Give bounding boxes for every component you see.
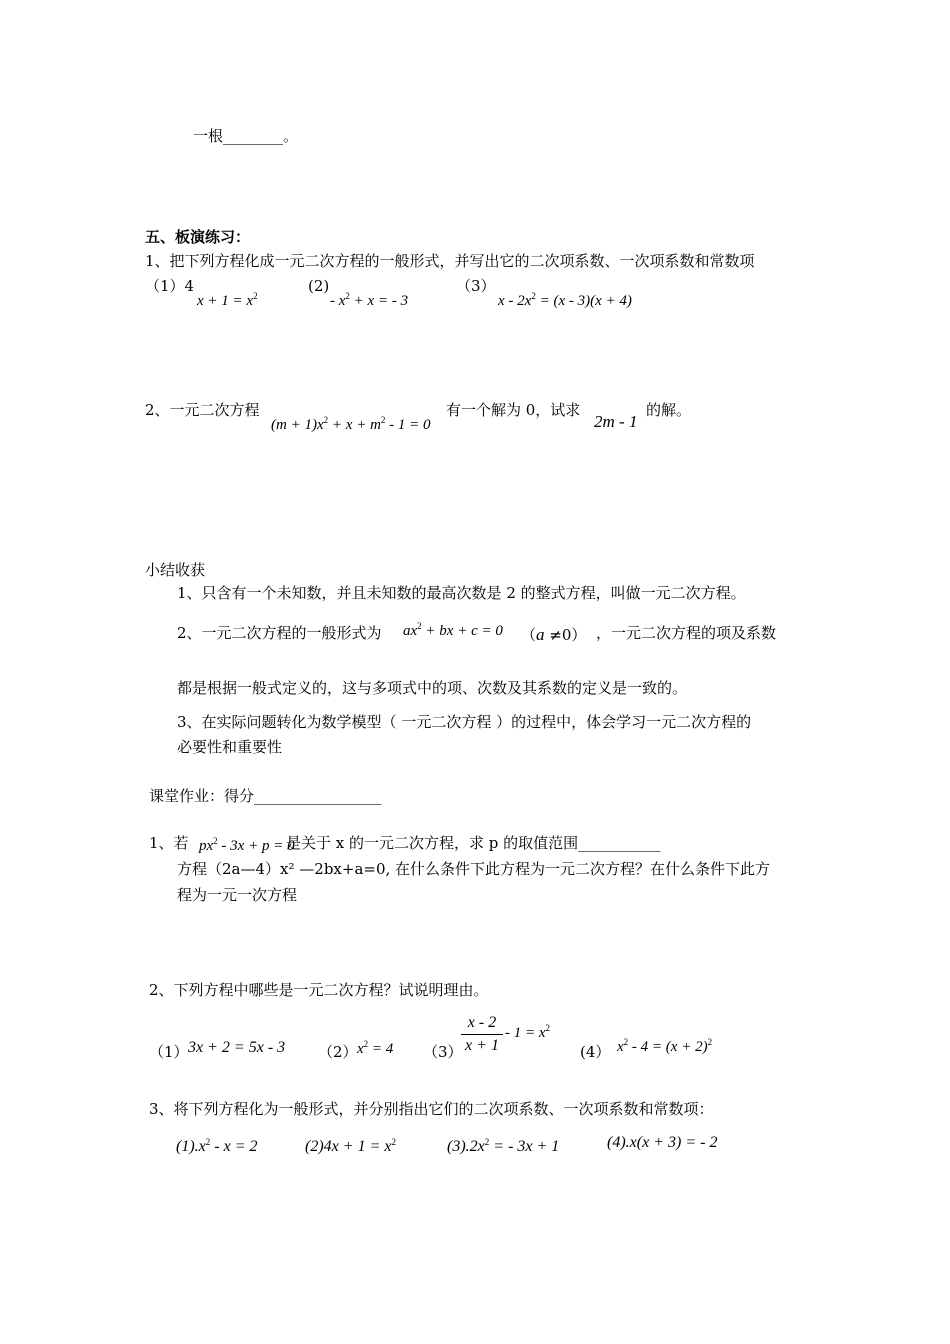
summary-item-1: 1、只含有一个未知数，并且未知数的最高次数是 2 的整式方程，叫做一元二次方程。 [177, 584, 746, 602]
summary-item-3-line1: 3、在实际问题转化为数学模型（ 一元二次方程 ）的过程中，体会学习一元二次方程的 [177, 713, 752, 731]
hw-q3-equation-1: $(1).x^2 - x = 2$ [176, 1137, 258, 1155]
q2-middle: 有一个解为 0，试求 [446, 401, 581, 419]
summary-item-3-line2: 必要性和重要性 [177, 738, 283, 756]
hw-q2: 2、下列方程中哪些是一元二次方程？试说明理由。 [149, 981, 489, 999]
hw-q3-equation-2: $(2)4x + 1 = x^2$ [305, 1137, 396, 1155]
q1-part2-label: (2) [308, 277, 330, 295]
summary-title: 小结收获 [145, 561, 206, 579]
hw-q2-equation-1: 3x + 2 = 5x - 3 [188, 1039, 286, 1056]
section5-question-1: 1、把下列方程化成一元二次方程的一般形式，并写出它的二次项系数、一次项系数和常数项 [145, 252, 755, 270]
hw-q3: 3、将下列方程化为一般形式，并分别指出它们的二次项系数、一次项系数和常数项： [149, 1100, 714, 1118]
hw-q3-equation-3: $(3).2x^2$ = - 3x + 1 [447, 1137, 560, 1155]
q1-part2-equation: - $x^2 + x$ = - 3 [330, 291, 409, 309]
homework-title: 课堂作业：得分_________________ [149, 787, 382, 805]
summary-item-2-equation: $ax^2$ + bx + c = 0 [403, 621, 503, 639]
q1-part1-label: （1）4 [145, 277, 195, 295]
q2-equation: $(m + 1)x^2 + x + m^2 - 1 = 0$ [271, 415, 431, 433]
summary-item-2-continuation: 都是根据一般式定义的，这与多项式中的项、次数及其系数的定义是一致的。 [177, 679, 688, 697]
hw-q2-label-3: （3） [423, 1043, 463, 1061]
hw-q2-fraction [461, 1014, 503, 1055]
hw-q2-label-2: （2） [318, 1043, 358, 1061]
hw-q3-equation-4: (4).x(x + 3) = - 2 [607, 1134, 718, 1151]
q1-part3-equation: $x - 2x^2 = (x - 3)(x + 4)$ [498, 291, 632, 309]
hw-q2-equation-3-rest: - $1 = x^2$ [505, 1023, 551, 1041]
summary-item-2-prefix: 2、一元二次方程的一般形式为 [177, 624, 382, 642]
summary-item-2-suffix: ，一元二次方程的项及系数 [596, 624, 777, 642]
q2-prefix: 2、一元二次方程 [145, 401, 260, 419]
section-heading: 五、板演练习： [145, 228, 251, 246]
q2-expression: 2m - 1 [594, 412, 638, 431]
hw-q2-label-4: (4） [580, 1043, 611, 1061]
hw-q1b-line1: 方程（2a—4）x² —2bx+a=0, 在什么条件下此方程为一元二次方程？在什么条件下此方 [177, 860, 771, 878]
hw-q1b-line2: 程为一元一次方程 [177, 886, 298, 904]
hw-q1-suffix: 是关于 x 的一元二次方程，求 p 的取值范围___________ [286, 834, 661, 852]
top-line: 一根________。 [193, 127, 299, 145]
fraction-denominator: x + 1 [465, 1037, 499, 1054]
hw-q1-equation: $px^2 - 3x + p = 0$ [199, 836, 295, 854]
hw-q2-label-1: （1） [149, 1043, 189, 1061]
hw-q2-equation-2: $x^2 = 4$ [357, 1039, 394, 1057]
hw-q2-equation-4: $x^2 - 4 = (x + 2)^2$ [617, 1037, 713, 1055]
q1-part1-equation: $x + 1 = x^2$ [197, 291, 258, 309]
q1-part3-label: （3） [456, 277, 496, 295]
fraction-numerator: x - 2 [461, 1014, 503, 1035]
hw-q1-prefix: 1、若 [149, 834, 189, 852]
q2-suffix: 的解。 [646, 401, 692, 419]
summary-item-2-condition: （a ≠0） [521, 625, 587, 644]
